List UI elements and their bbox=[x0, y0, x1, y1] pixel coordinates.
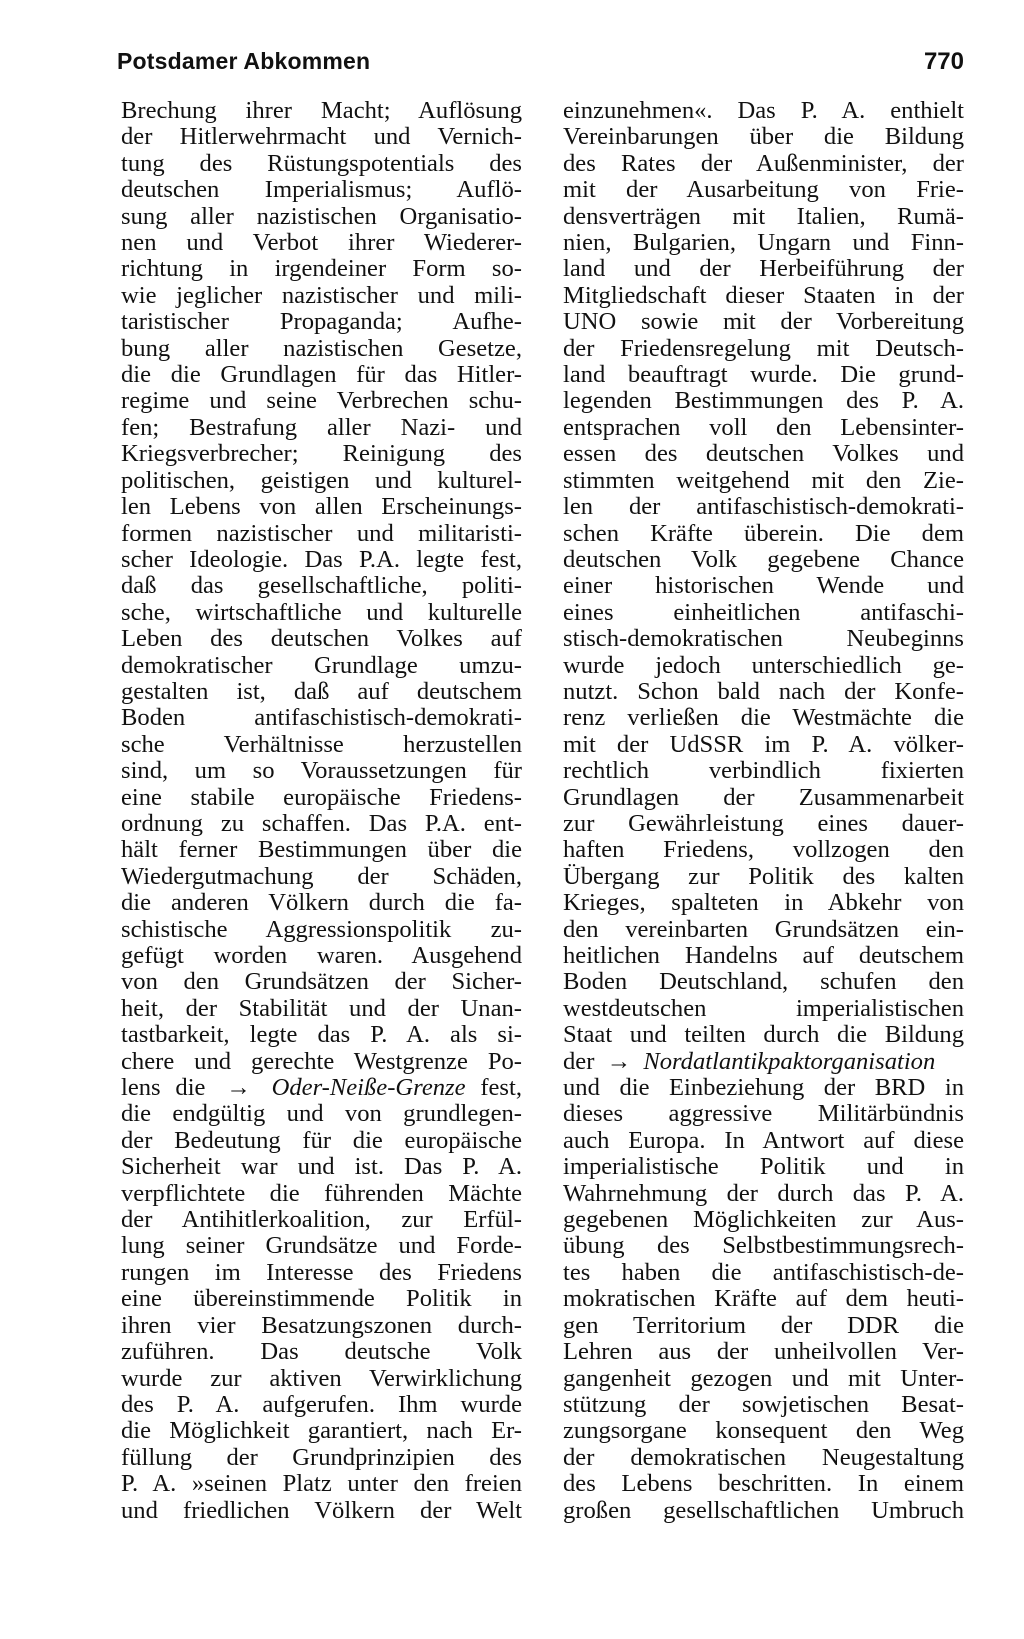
text-line: land und der Herbeiführung der bbox=[563, 255, 964, 283]
text-line: UNO sowie mit der Vorbereitung bbox=[563, 308, 964, 336]
text-line: legenden Bestimmungen des P. A. bbox=[563, 387, 964, 415]
text-line: westdeutschen imperialistischen bbox=[563, 994, 964, 1022]
text-line: des Lebens beschritten. In einem bbox=[563, 1470, 964, 1498]
cross-reference-line bbox=[563, 1049, 964, 1075]
text-line: von den Grundsätzen der Sicher- bbox=[121, 968, 522, 996]
text-line: Sicherheit war und ist. Das P. A. bbox=[121, 1153, 522, 1181]
text-line: mokratischen Kräfte auf dem heuti- bbox=[563, 1285, 964, 1313]
text-line: der Friedensregelung mit Deutsch- bbox=[563, 334, 964, 362]
text-line: imperialistische Politik und in bbox=[563, 1153, 964, 1181]
text-line: fen; Bestrafung aller Nazi- und bbox=[121, 413, 522, 441]
text-line: großen gesellschaftlichen Umbruch bbox=[563, 1496, 964, 1524]
text-line: bung aller nazistischen Gesetze, bbox=[121, 334, 522, 362]
text-line: sche Verhältnisse herzustellen bbox=[121, 730, 522, 758]
text-line: dieses aggressive Militärbündnis bbox=[563, 1100, 964, 1128]
text-line: Mitgliedschaft dieser Staaten in der bbox=[563, 281, 964, 309]
running-header-title: Potsdamer Abkommen bbox=[117, 48, 371, 74]
text-line: die Möglichkeit garantiert, nach Er- bbox=[121, 1417, 522, 1445]
text-line: regime und seine Verbrechen schu- bbox=[121, 387, 522, 415]
cross-reference-line bbox=[121, 1075, 522, 1101]
text-line: die die Grundlagen für das Hitler- bbox=[121, 361, 522, 389]
text-line: und friedlichen Völkern der Welt bbox=[121, 1496, 522, 1524]
cross-reference-term[interactable]: Nordatlantikpaktorganisation bbox=[643, 1047, 936, 1075]
text-line: stimmten weitgehend mit den Zie- bbox=[563, 466, 964, 494]
text-line: einer historischen Wende und bbox=[563, 572, 964, 600]
text-line: eine stabile europäische Friedens- bbox=[121, 783, 522, 811]
text-column-right bbox=[563, 98, 964, 1524]
text-line: len der antifaschistisch-demokrati- bbox=[563, 493, 964, 521]
text-line: mit der Ausarbeitung von Frie- bbox=[563, 176, 964, 204]
text-line: Leben des deutschen Volkes auf bbox=[121, 625, 522, 653]
text-line: mit der UdSSR im P. A. völker- bbox=[563, 730, 964, 758]
text-line: Krieges, spalteten in Abkehr von bbox=[563, 889, 964, 917]
text-line: schistische Aggressionspolitik zu- bbox=[121, 915, 522, 943]
text-line: politischen, geistigen und kulturel- bbox=[121, 466, 522, 494]
text-line: wie jeglicher nazistischer und mili- bbox=[121, 281, 522, 309]
text-line: Wahrnehmung der durch das P. A. bbox=[563, 1179, 964, 1207]
text-line: eines einheitlichen antifaschi- bbox=[563, 598, 964, 626]
text-line: Vereinbarungen über die Bildung bbox=[563, 123, 964, 151]
text-line: hält ferner Bestimmungen über die bbox=[121, 836, 522, 864]
text-line: heitlichen Handelns auf deutschem bbox=[563, 942, 964, 969]
page-number: 770 bbox=[923, 48, 964, 75]
text-line: haften Friedens, vollzogen den bbox=[563, 836, 964, 864]
text-line: P. A. »seinen Platz unter den freien bbox=[121, 1470, 522, 1498]
text-line: Staat und teilten durch die Bildung bbox=[563, 1021, 964, 1049]
text-line: Grundlagen der Zusammenarbeit bbox=[563, 783, 964, 811]
xref-prefix-text: der bbox=[563, 1047, 595, 1075]
text-line: nien, Bulgarien, Ungarn und Finn- bbox=[563, 229, 964, 257]
text-line: nen und Verbot ihrer Wiederer- bbox=[121, 229, 522, 257]
text-line: nutzt. Schon bald nach der Konfe- bbox=[563, 677, 964, 705]
text-line: Wiedergutmachung der Schäden, bbox=[121, 862, 522, 890]
text-line: daß das gesellschaftliche, politi- bbox=[121, 572, 522, 600]
text-line: des Rates der Außenminister, der bbox=[563, 149, 964, 177]
text-line: eine übereinstimmende Politik in bbox=[121, 1285, 522, 1313]
text-line: rungen im Interesse des Friedens bbox=[121, 1258, 522, 1286]
text-line: taristischer Propaganda; Aufhe- bbox=[121, 308, 522, 336]
text-line: richtung in irgendeiner Form so- bbox=[121, 255, 522, 283]
text-line: wurde zur aktiven Verwirklichung bbox=[121, 1364, 522, 1392]
text-line: Brechung ihrer Macht; Auflösung bbox=[121, 97, 522, 124]
text-line: den vereinbarten Grundsätzen ein- bbox=[563, 915, 964, 943]
text-line: demokratischer Grundlage umzu- bbox=[121, 651, 522, 679]
text-line: len Lebens von allen Erscheinungs- bbox=[121, 493, 522, 521]
text-line: renz verließen die Westmächte die bbox=[563, 704, 964, 732]
text-line: des P. A. aufgerufen. Ihm wurde bbox=[121, 1390, 522, 1418]
text-line: zuführen. Das deutsche Volk bbox=[121, 1338, 522, 1366]
text-line: wurde jedoch unterschiedlich ge- bbox=[563, 651, 964, 679]
text-line: essen des deutschen Volkes und bbox=[563, 440, 964, 468]
text-line: deutschen Volk gegebene Chance bbox=[563, 545, 964, 573]
text-line: zungsorgane konsequent den Weg bbox=[563, 1417, 964, 1445]
text-line: scher Ideologie. Das P.A. legte fest, bbox=[121, 545, 522, 573]
text-line: und die Einbeziehung der BRD in bbox=[563, 1074, 964, 1102]
text-line: gangenheit gezogen und mit Unter- bbox=[563, 1364, 964, 1392]
text-line: die anderen Völkern durch die fa- bbox=[121, 889, 522, 917]
text-line: einzunehmen«. Das P. A. enthielt bbox=[563, 97, 964, 124]
text-line: Kriegsverbrecher; Reinigung des bbox=[121, 440, 522, 468]
arrow-icon: → bbox=[226, 1074, 251, 1102]
xref-suffix-text: fest, bbox=[480, 1074, 522, 1102]
text-line: stisch-demokratischen Neubeginns bbox=[563, 625, 964, 653]
text-line: ordnung zu schaffen. Das P.A. ent- bbox=[121, 809, 522, 837]
text-line: rechtlich verbindlich fixierten bbox=[563, 757, 964, 785]
text-line: chere und gerechte Westgrenze Po- bbox=[121, 1047, 522, 1075]
text-line: heit, der Stabilität und der Unan- bbox=[121, 994, 522, 1022]
text-line: formen nazistischer und militaristi- bbox=[121, 519, 522, 547]
cross-reference-term[interactable]: Oder-Neiße-Grenze bbox=[271, 1074, 466, 1102]
text-line: der Bedeutung für die europäische bbox=[121, 1126, 522, 1154]
text-line: Lehren aus der unheilvollen Ver- bbox=[563, 1338, 964, 1366]
text-line: übung des Selbstbestimmungsrech- bbox=[563, 1232, 964, 1260]
arrow-icon: → bbox=[606, 1047, 632, 1075]
text-line: tastbarkeit, legte das P. A. als si- bbox=[121, 1021, 522, 1049]
text-line: auch Europa. In Antwort auf diese bbox=[563, 1126, 964, 1154]
text-line: sind, um so Voraussetzungen für bbox=[121, 757, 522, 785]
text-line: verpflichtete die führenden Mächte bbox=[121, 1179, 522, 1207]
text-line: Boden Deutschland, schufen den bbox=[563, 968, 964, 996]
text-line: ihren vier Besatzungszonen durch- bbox=[121, 1311, 522, 1339]
text-line: densverträgen mit Italien, Rumä- bbox=[563, 202, 964, 230]
text-line: gegebenen Möglichkeiten zur Aus- bbox=[563, 1206, 964, 1234]
text-line: sche, wirtschaftliche und kulturelle bbox=[121, 598, 522, 626]
text-line: stützung der sowjetischen Besat- bbox=[563, 1390, 964, 1418]
text-line: tes haben die antifaschistisch-de- bbox=[563, 1258, 964, 1286]
text-line: der demokratischen Neugestaltung bbox=[563, 1443, 964, 1471]
text-line: füllung der Grundprinzipien des bbox=[121, 1443, 522, 1471]
text-line: zur Gewährleistung eines dauer- bbox=[563, 809, 964, 837]
text-line: deutschen Imperialismus; Auflö- bbox=[121, 176, 522, 204]
text-column-left bbox=[121, 98, 522, 1524]
text-line: die endgültig und von grundlegen- bbox=[121, 1100, 522, 1128]
text-line: der Antihitlerkoalition, zur Erfül- bbox=[121, 1206, 522, 1234]
text-line: sung aller nazistischen Organisatio- bbox=[121, 202, 522, 230]
text-line: lung seiner Grundsätze und Forde- bbox=[121, 1232, 522, 1260]
xref-prefix-text: lens die bbox=[121, 1074, 206, 1102]
text-line: schen Kräfte überein. Die dem bbox=[563, 519, 964, 547]
text-line: der Hitlerwehrmacht und Vernich- bbox=[121, 123, 522, 151]
text-line: tung des Rüstungspotentials des bbox=[121, 149, 522, 177]
text-line: entsprachen voll den Lebensinter- bbox=[563, 413, 964, 441]
text-line: gestalten ist, daß auf deutschem bbox=[121, 677, 522, 705]
text-line: Übergang zur Politik des kalten bbox=[563, 862, 964, 890]
text-line: gefügt worden waren. Ausgehend bbox=[121, 942, 522, 969]
text-line: land beauftragt wurde. Die grund- bbox=[563, 361, 964, 389]
text-line: Boden antifaschistisch-demokrati- bbox=[121, 704, 522, 732]
text-line: gen Territorium der DDR die bbox=[563, 1311, 964, 1339]
